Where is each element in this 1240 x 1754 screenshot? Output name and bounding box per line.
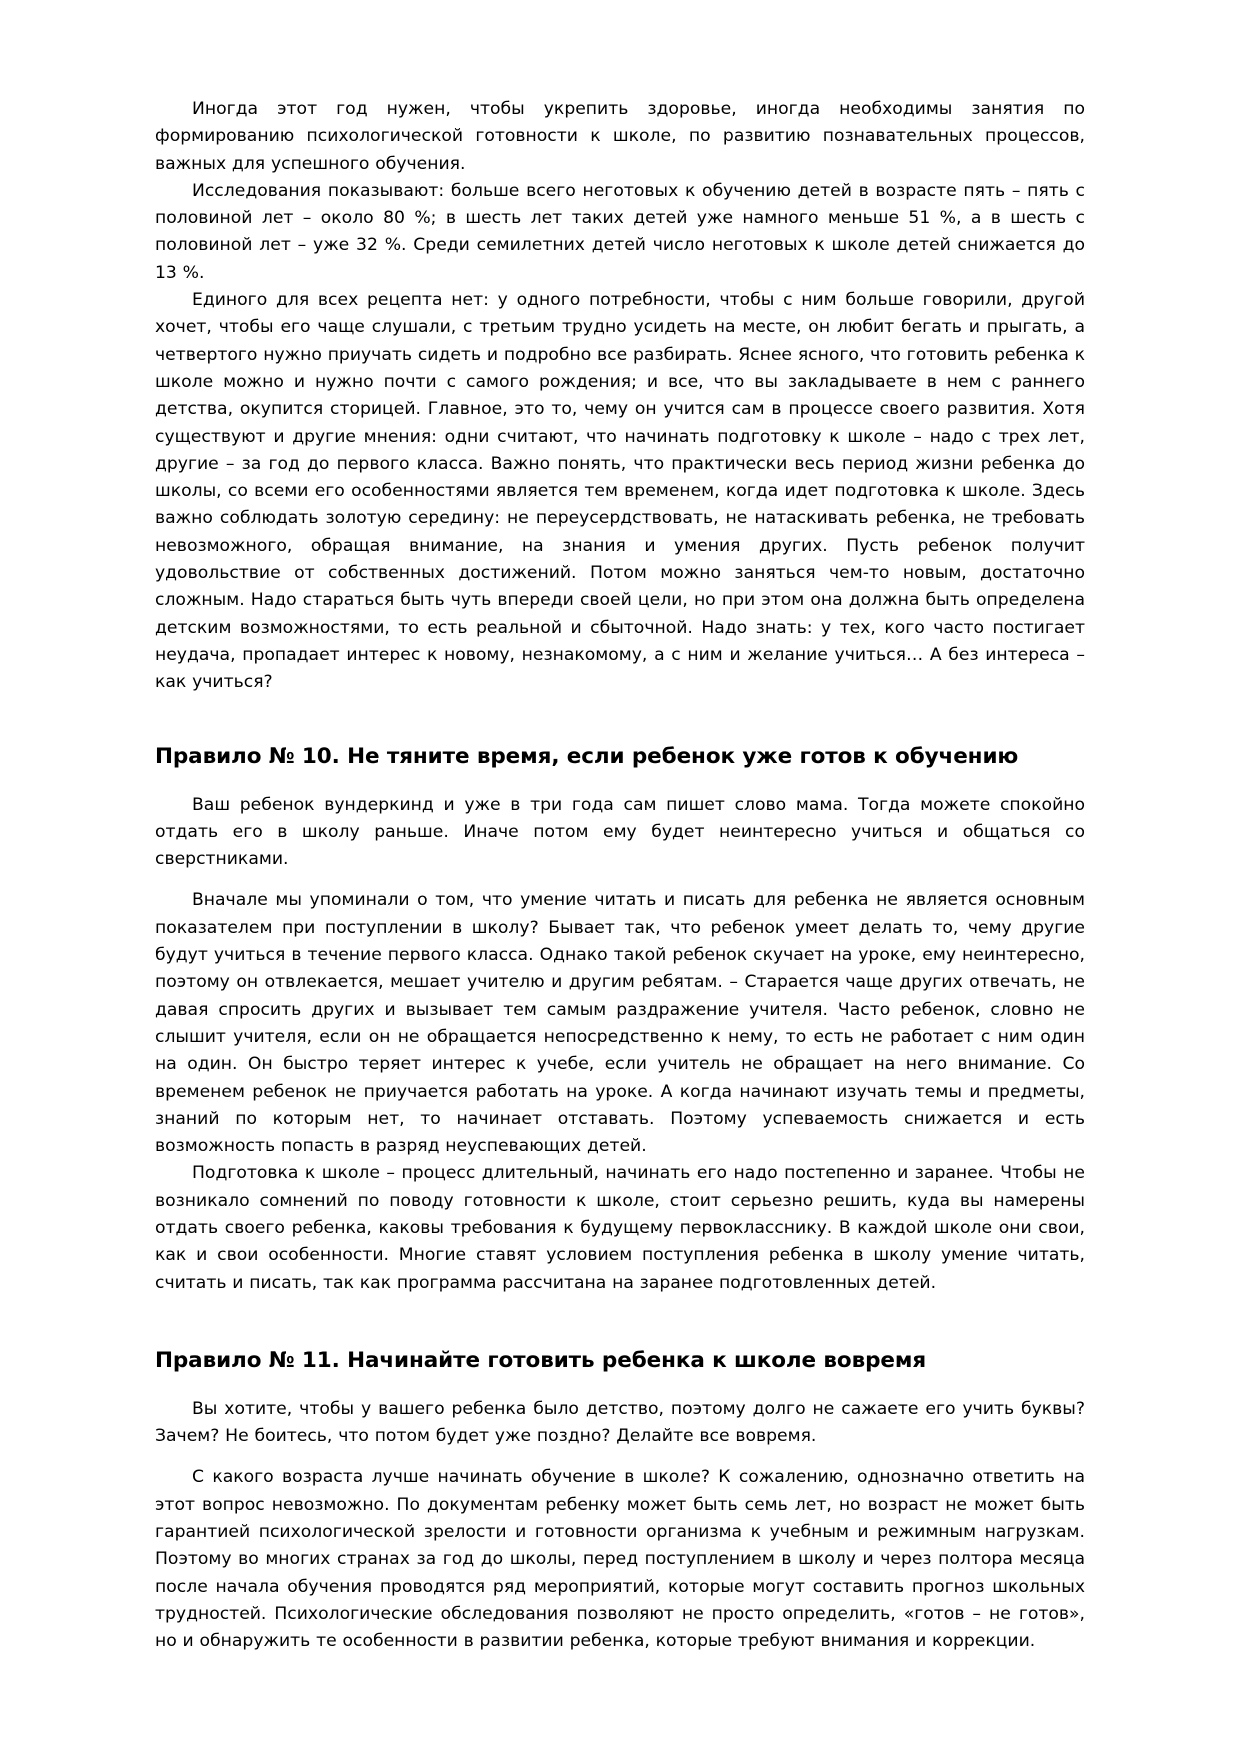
spacer-after-rule-11: [155, 1375, 1085, 1396]
paragraph-8: С какого возраста лучше начинать обучение в школе? К сожалению, однозначно ответить на этот вопрос невозможно. По документам ребенку может быть семь лет, но возраст не может быть гарантией психологической зрелости и готовности организма к учебным и режимным нагрузкам. Поэтому во многих странах за год до школы, перед поступлением в школу и через полтора месяца после начала обучения проводятся ряд мероприятий, которые могут составить прогноз школьных трудностей. Психологические обследования позволяют не просто определить, «готов – не готов», но и обнаружить те особенности в развитии ребенка, которые требуют внимания и коррекции.: [155, 1467, 1085, 1652]
spacer-after-rule-10: [155, 771, 1085, 792]
paragraph-3: Единого для всех рецепта нет: у одного потребности, чтобы с ним больше говорили, другой хочет, чтобы его чаще слушали, с третьим трудно усидеть на месте, он любит бегать и прыгать, а четвертого нужно приучать сидеть и подробно все разбирать. Яснее ясного, что готовить ребенка к школе можно и нужно почти с самого рождения; и все, что вы закладываете в нем с раннего детства, окупится сторицей. Главное, это то, чему он учится сам в процессе своего развития. Хотя существуют и другие мнения: одни считают, что начинать подготовку к школе – надо с трех лет, другие – за год до первого класса. Важно понять, что практически весь период жизни ребенка до школы, со всеми его особенностями является тем временем, когда идет подготовка к школе. Здесь важно соблюдать золотую середину: не переусердствовать, не натаскивать ребенка, не требовать невозможного, обращая внимание, на знания и умения других. Пусть ребенок получит удовольствие от собственных достижений. Потом можно заняться чем-то новым, достаточно сложным. Надо стараться быть чуть впереди своей цели, но при этом она должна быть определена детским возможностями, то есть реальной и сбыточной. Надо знать: у тех, кого часто постигает неудача, пропадает интерес к новому, незнакомому, а с ним и желание учиться… А без интереса – как учиться?: [155, 290, 1085, 693]
spacer-before-rule-11: [155, 1297, 1085, 1347]
heading-rule-11: Правило № 11. Начинайте готовить ребенка к школе вовремя: [155, 1347, 927, 1373]
page-text-column: [155, 96, 1085, 1656]
paragraph-5: Вначале мы упоминали о том, что умение читать и писать для ребенка не является основным показателем при поступлении в школу? Бывает так, что ребенок умеет делать то, чему другие будут учиться в течение первого класса. Однако такой ребенок скучает на уроке, ему неинтересно, поэтому он отвлекается, мешает учителю и другим ребятам. – Старается чаще других отвечать, не давая спросить других и вызывает тем самым раздражение учителя. Часто ребенок, словно не слышит учителя, если он не обращается непосредственно к нему, то есть не работает с ним один на один. Он быстро теряет интерес к учебе, если учитель не обращает на него внимание. Со временем ребенок не приучается работать на уроке. А когда начинают изучать темы и предметы, знаний по которым нет, то начинает отставать. Поэтому успеваемость снижается и есть возможность попасть в разряд неуспевающих детей.: [155, 890, 1085, 1157]
paragraph-1: Иногда этот год нужен, чтобы укрепить здоровье, иногда необходимы занятия по формированию психологической готовности к школе, по развитию познавательных процессов, важных для успешного обучения.: [155, 99, 1085, 174]
heading-rule-10: Правило № 10. Не тяните время, если ребенок уже готов к обучению: [155, 743, 1019, 769]
paragraph-2: Исследования показывают: больше всего неготовых к обучению детей в возрасте пять – пять с половиной лет – около 80 %; в шесть лет таких детей уже намного меньше 51 %, а в шесть с половиной лет – уже 32 %. Среди семилетних детей число неготовых к школе детей снижается до 13 %.: [155, 180, 1085, 283]
paragraph-4: Ваш ребенок вундеркинд и уже в три года сам пишет слово мама. Тогда можете спокойно отдать его в школу раньше. Иначе потом ему будет неинтересно учиться и общаться со сверстниками.: [155, 794, 1085, 870]
paragraph-6: Подготовка к школе – процесс длительный, начинать его надо постепенно и заранее. Чтобы не возникало сомнений по поводу готовности к школе, стоит серьезно решить, куда вы намерены отдать своего ребенка, каковы требования к будущему первокласснику. В каждой школе они свои, как и свои особенности. Многие ставят условием поступления ребенка в школу умение читать, считать и писать, так как программа рассчитана на заранее подготовленных детей.: [155, 1163, 1085, 1293]
spacer-before-rule-10: [155, 697, 1085, 743]
paragraph-7: Вы хотите, чтобы у вашего ребенка было детство, поэтому долго не сажаете его учить буквы? Зачем? Не боитесь, что потом будет уже поздно? Делайте все вовремя.: [155, 1398, 1085, 1447]
